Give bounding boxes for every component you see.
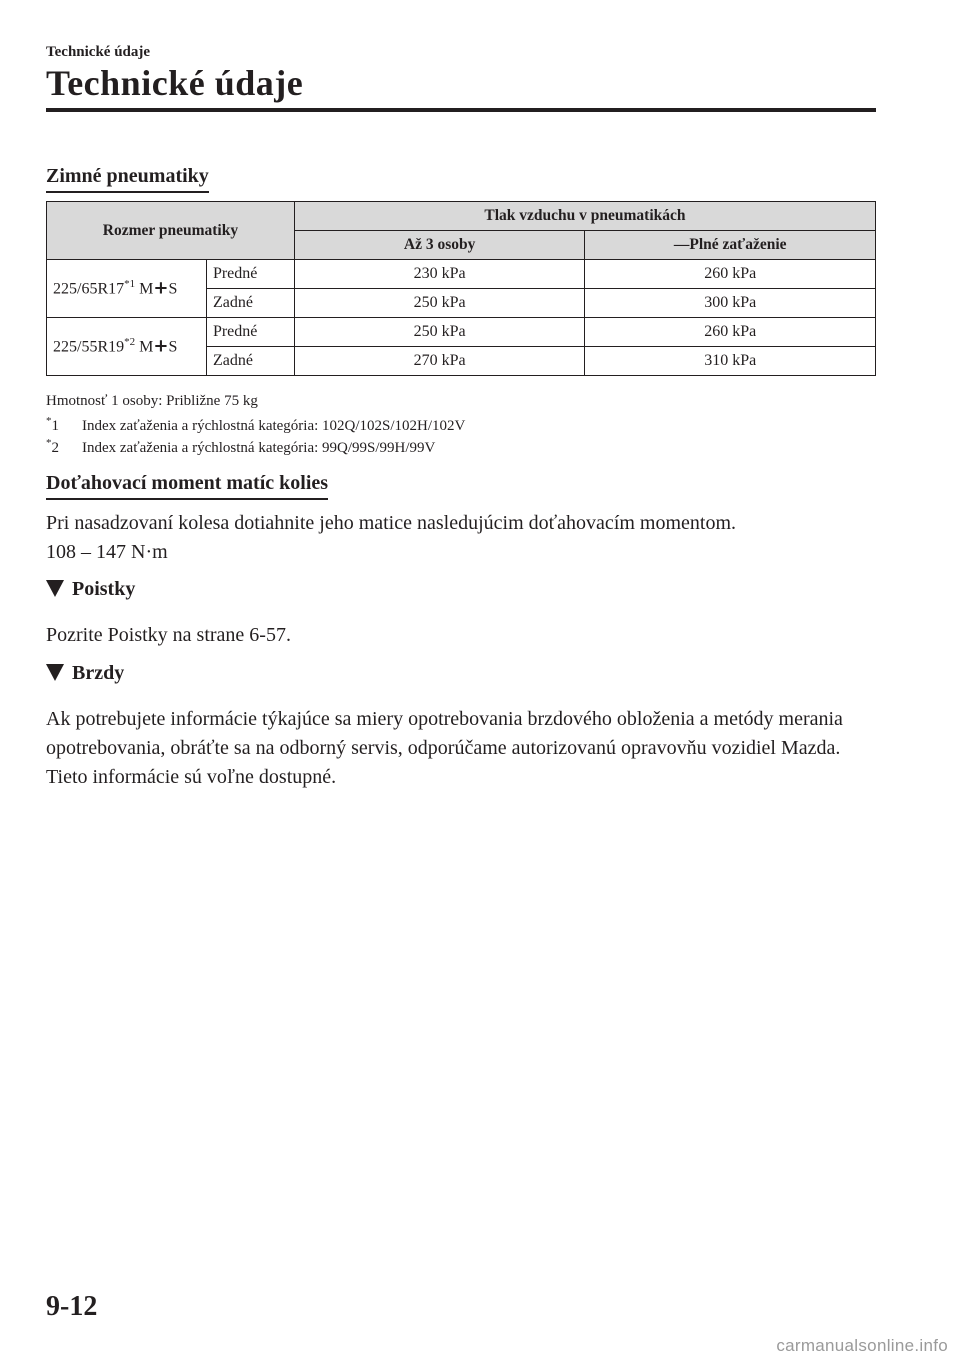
ms-m: M (139, 280, 154, 298)
col-header-size: Rozmer pneumatiky (47, 202, 295, 260)
watermark: carmanualsonline.info (776, 1336, 948, 1355)
torque-text: Pri nasadzovaní kolesa dotiahnite jeho matice nasledujúcim doťahovacím momentom. (46, 512, 737, 534)
fuses-text: Pozrite Poistky na strane 6-57. (46, 624, 291, 646)
fuses-heading: Poistky (46, 578, 135, 601)
pressure-value: 250 kPa (294, 318, 585, 347)
footnote-marker: *1 (46, 415, 59, 434)
footnote-1 (46, 415, 465, 435)
position-rear: Zadné (206, 289, 294, 318)
pressure-value: 270 kPa (294, 347, 585, 376)
tire-size-cell (47, 318, 207, 376)
pressure-value: 260 kPa (585, 260, 876, 289)
footnote-marker: *2 (46, 437, 59, 456)
tire-size: 225/65R17 (53, 280, 125, 298)
footnote-text: Index zaťaženia a rýchlostná kategória: 99Q/99S/99H/99V (82, 440, 436, 456)
col-header-3-persons: Až 3 osoby (294, 231, 585, 260)
brakes-heading: Brzdy (46, 662, 124, 685)
torque-heading: Doťahovací moment matíc kolies (46, 472, 328, 500)
pressure-value: 230 kPa (294, 260, 585, 289)
pressure-value: 310 kPa (585, 347, 876, 376)
page-number: 9-12 (46, 1291, 98, 1322)
winter-tires-heading: Zimné pneumatiky (46, 165, 209, 193)
triangle-down-icon (46, 664, 64, 681)
tire-size-note: *1 (124, 278, 136, 291)
position-front: Predné (206, 260, 294, 289)
ms-m: M (139, 338, 154, 356)
col-header-pressure: Tlak vzduchu v pneumatikách (294, 202, 875, 231)
mud-snow-plus-icon: + (153, 277, 169, 299)
title-rule (46, 108, 876, 112)
pressure-value: 300 kPa (585, 289, 876, 318)
mud-snow-plus-icon: + (153, 335, 169, 357)
brakes-text: Ak potrebujete informácie týkajúce sa miery opotrebovania brzdového obloženia a metódy merania opotrebovania, obráťte sa na odborný servis, odporúčame autorizovanú opravovňu vozidiel Mazda. Tieto informácie sú voľne dostupné. (46, 708, 843, 788)
tire-size-cell (47, 260, 207, 318)
position-front: Predné (206, 318, 294, 347)
ms-s: S (168, 338, 178, 356)
position-rear: Zadné (206, 347, 294, 376)
footnote-2 (46, 437, 435, 457)
table-row (47, 318, 876, 347)
running-head: Technické údaje (46, 44, 151, 60)
pressure-value: 250 kPa (294, 289, 585, 318)
footnote-text: Index zaťaženia a rýchlostná kategória: 102Q/102S/102H/102V (82, 418, 466, 434)
tire-size: 225/55R19 (53, 338, 125, 356)
triangle-down-icon (46, 580, 64, 597)
col-header-full-load: —Plné zaťaženie (585, 231, 876, 260)
winter-tire-pressure-table (46, 201, 876, 376)
chapter-title: Technické údaje (46, 63, 304, 103)
table-row (47, 260, 876, 289)
pressure-value: 260 kPa (585, 318, 876, 347)
weight-note: Hmotnosť 1 osoby: Približne 75 kg (46, 393, 258, 409)
torque-value: 108 – 147 N·m (46, 541, 168, 563)
tire-size-note: *2 (124, 336, 136, 349)
ms-s: S (168, 280, 178, 298)
